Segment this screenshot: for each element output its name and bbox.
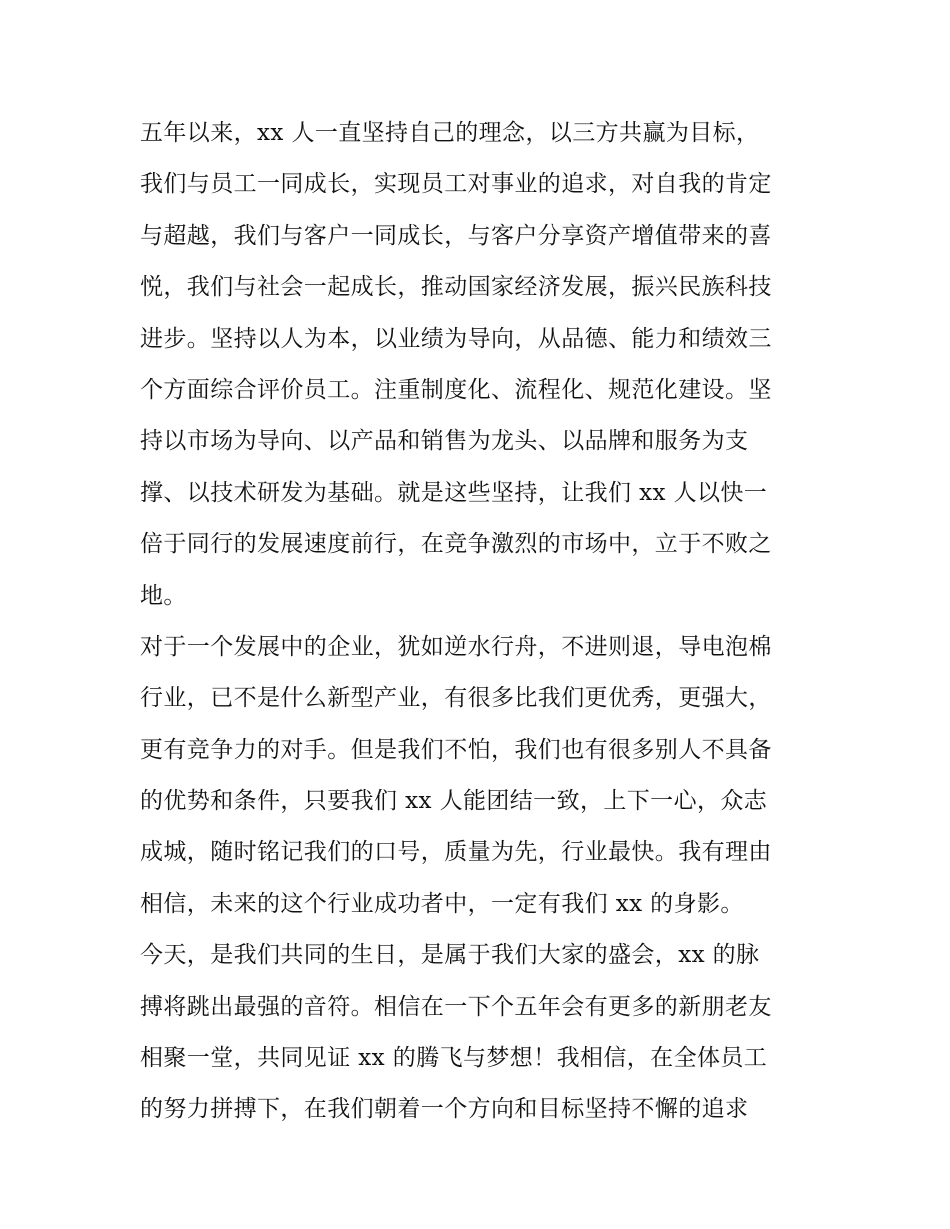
text-line: 相信，未来的这个行业成功者中，一定有我们 xx 的身影。: [140, 890, 744, 917]
text-line: 的优势和条件，只要我们 xx 人能团结一致，上下一心，众志: [140, 788, 768, 815]
text-line: 个方面综合评价员工。注重制度化、流程化、规范化建设。坚: [140, 376, 772, 403]
text-line: 倍于同行的发展速度前行，在竞争激烈的市场中，立于不败之: [140, 531, 772, 558]
text-line: 地。: [140, 582, 187, 609]
text-line: 撑、以技术研发为基础。就是这些坚持，让我们 xx 人以快一: [140, 479, 768, 506]
text-line: 悦，我们与社会一起成长，推动国家经济发展，振兴民族科技: [140, 274, 772, 301]
text-line: 的努力拼搏下，在我们朝着一个方向和目标坚持不懈的追求: [140, 1096, 749, 1123]
body-text: [140, 108, 820, 1136]
text-line: 与超越，我们与客户一同成长，与客户分享资产增值带来的喜: [140, 222, 772, 249]
text-line: 对于一个发展中的企业，犹如逆水行舟，不进则退，导电泡棉: [140, 633, 772, 660]
text-line: 今天，是我们共同的生日，是属于我们大家的盛会，xx 的脉: [140, 942, 760, 969]
text-line: 更有竞争力的对手。但是我们不怕，我们也有很多别人不具备: [140, 736, 772, 763]
text-line: 五年以来，xx 人一直坚持自己的理念，以三方共赢为目标，: [140, 120, 760, 146]
text-line: 搏将跳出最强的音符。相信在一下个五年会有更多的新朋老友: [140, 993, 772, 1020]
text-line: 相聚一堂，共同见证 xx 的腾飞与梦想！我相信，在全体员工: [140, 1045, 768, 1072]
text-line: 持以市场为导向、以产品和销售为龙头、以品牌和服务为支: [140, 428, 749, 455]
text-line: 我们与员工一同成长，实现员工对事业的追求，对自我的肯定: [140, 171, 772, 198]
text-line: 成城，随时铭记我们的口号，质量为先，行业最快。我有理由: [140, 839, 772, 866]
text-line: 行业，已不是什么新型产业，有很多比我们更优秀，更强大，: [140, 685, 772, 712]
text-line: 进步。坚持以人为本，以业绩为导向，从品德、能力和绩效三: [140, 325, 772, 352]
